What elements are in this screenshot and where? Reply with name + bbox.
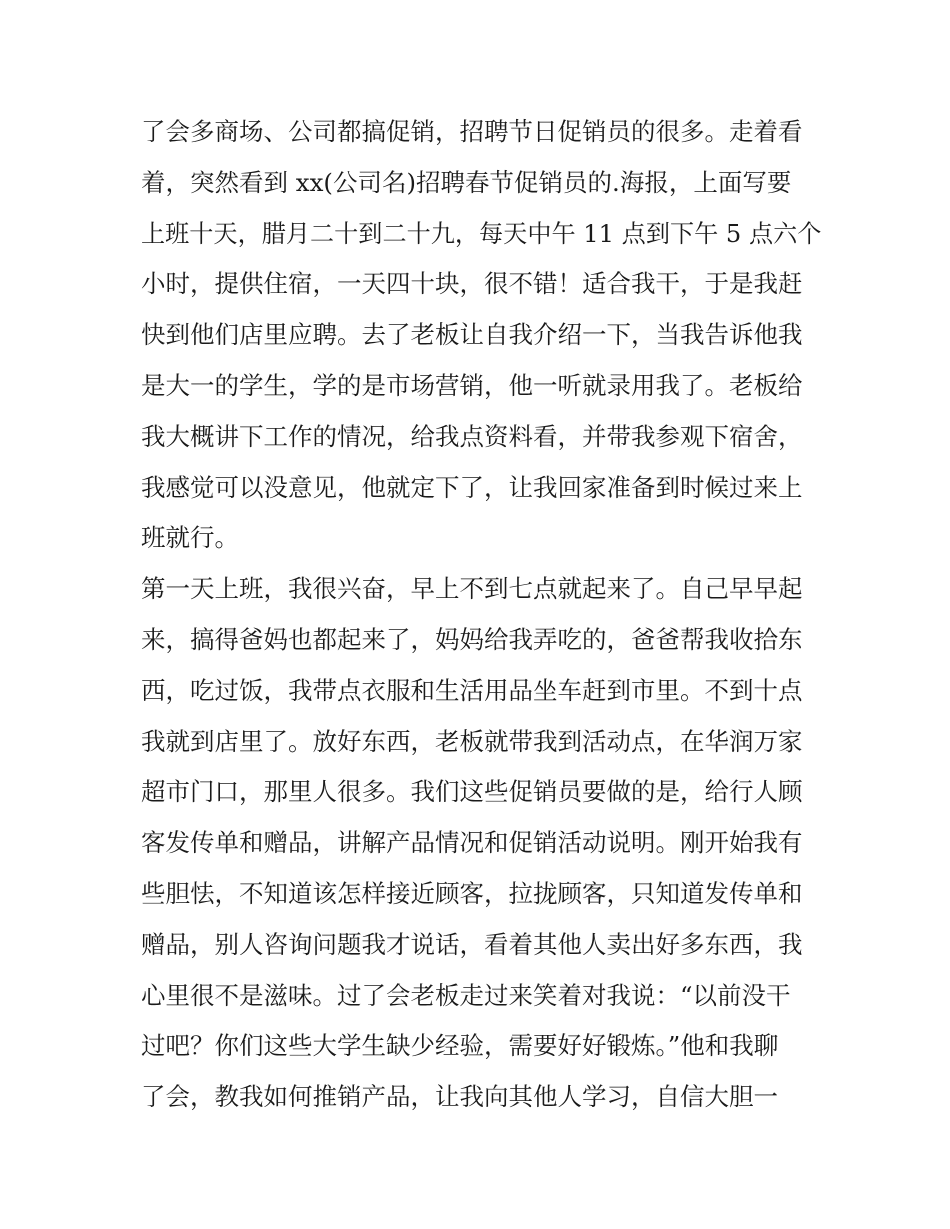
- text-line: 了会，教我如何推销产品，让我向其他人学习，自信大胆一: [141, 1082, 778, 1112]
- text-line: 第一天上班，我很兴奋，早上不到七点就起来了。自己早早起: [141, 574, 803, 604]
- text-line: 我感觉可以没意见，他就定下了，让我回家准备到时候过来上: [141, 472, 803, 502]
- text-line: 赠品，别人咨询问题我才说话，看着其他人卖出好多东西，我: [141, 929, 803, 959]
- text-line: 快到他们店里应聘。去了老板让自我介绍一下，当我告诉他我: [141, 320, 803, 350]
- text-line: 小时，提供住宿，一天四十块，很不错！适合我干，于是我赶: [141, 269, 803, 299]
- text-line: 超市门口，那里人很多。我们这些促销员要做的是，给行人顾: [141, 777, 803, 807]
- text-line: 班就行。: [141, 523, 239, 553]
- text-line: 过吧？你们这些大学生缺少经验，需要好好锻炼。”他和我聊: [141, 1031, 779, 1061]
- body-text: [141, 107, 821, 1123]
- text-line: 心里很不是滋味。过了会老板走过来笑着对我说：“以前没干: [141, 980, 791, 1010]
- text-line: 了会多商场、公司都搞促销，招聘节日促销员的很多。走着看: [141, 117, 803, 146]
- text-line: 我就到店里了。放好东西，老板就带我到活动点，在华润万家: [141, 726, 803, 756]
- text-line: 客发传单和赠品，讲解产品情况和促销活动说明。刚开始我有: [141, 828, 803, 858]
- text-line: 是大一的学生，学的是市场营销，他一听就录用我了。老板给: [141, 370, 803, 400]
- text-line: 我大概讲下工作的情况，给我点资料看，并带我参观下宿舍，: [141, 421, 803, 451]
- text-line: 西，吃过饭，我带点衣服和生活用品坐车赶到市里。不到十点: [141, 675, 803, 705]
- text-line: 上班十天，腊月二十到二十九，每天中午 11 点到下午 5 点六个: [141, 218, 822, 248]
- text-line: 着，突然看到 xx(公司名)招聘春节促销员的.海报，上面写要: [141, 167, 792, 197]
- text-line: 来，搞得爸妈也都起来了，妈妈给我弄吃的，爸爸帮我收拾东: [141, 624, 803, 654]
- text-line: 些胆怯，不知道该怎样接近顾客，拉拢顾客，只知道发传单和: [141, 878, 803, 908]
